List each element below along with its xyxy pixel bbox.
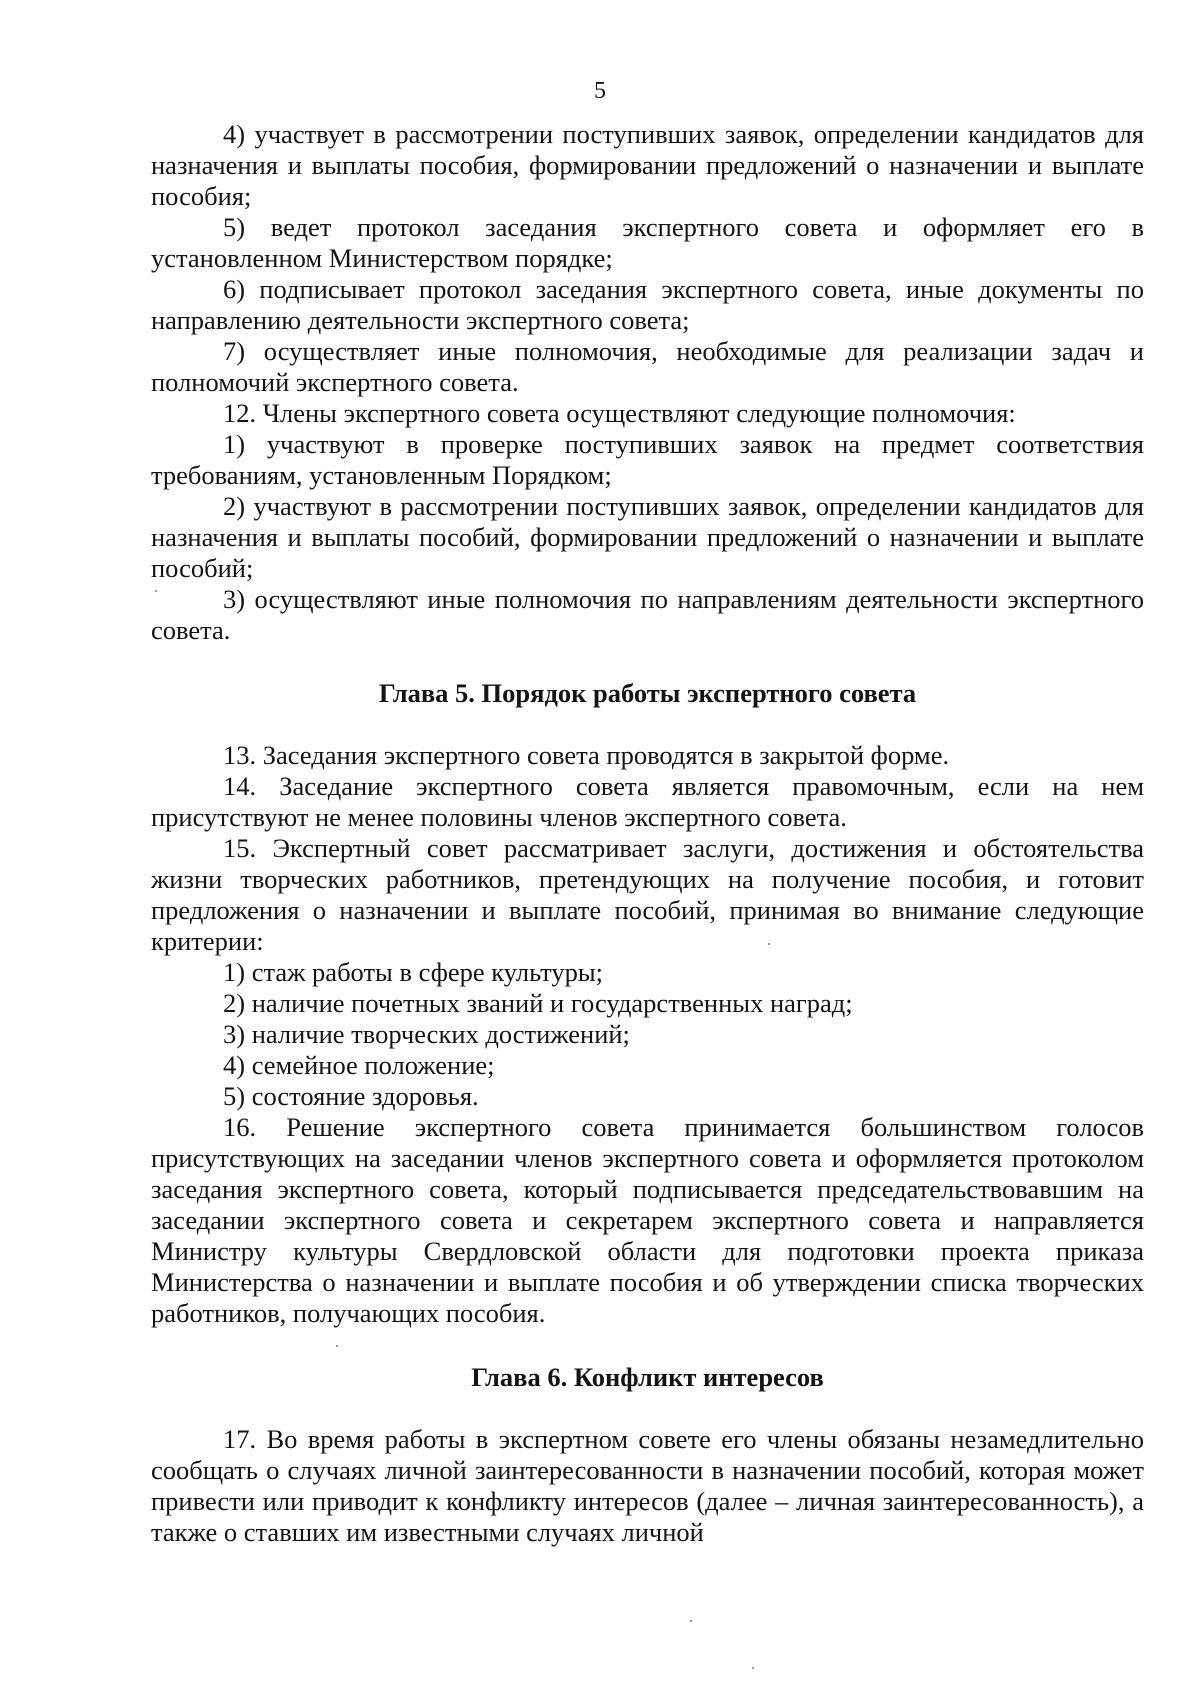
page-number: 5 (594, 78, 606, 104)
list-item: 4) семейное положение; (223, 1050, 495, 1080)
list-item: 2) наличие почетных званий и государственных наград; (223, 988, 853, 1018)
paragraph: 16. Решение экспертного совета принимается большинством голосов присутствующих на заседании членов экспертного совета и оформляется протоколом заседания экспертного совета, который подписывается председательствовавшим на заседании экспертного совета и секретарем экспертного совета и направляется Министру культуры Свердловской области для подготовки проекта приказа Министерства о назначении и выплате пособия и об утверждении списка творческих работников, получающих пособия. (151, 1112, 1144, 1328)
list-item: 3) наличие творческих достижений; (223, 1019, 630, 1049)
scan-speck (336, 1345, 338, 1347)
paragraph: 4) участвует в рассмотрении поступивших заявок, определении кандидатов для назначения и выплаты пособия, формировании предложений о назначении и выплате пособия; (151, 119, 1144, 211)
paragraph: 12. Члены экспертного совета осуществляют следующие полномочия: (223, 398, 1016, 428)
scan-speck (690, 1620, 692, 1622)
scan-speck (155, 590, 157, 592)
list-item: 1) стаж работы в сфере культуры; (223, 957, 604, 987)
paragraph: 2) участвуют в рассмотрении поступивших заявок, определении кандидатов для назначения и выплаты пособий, формировании предложений о назначении и выплате пособий; (151, 491, 1144, 583)
scan-speck (768, 943, 770, 945)
paragraph: 13. Заседания экспертного совета проводятся в закрытой форме. (223, 740, 950, 770)
list-item: 5) состояние здоровья. (223, 1081, 479, 1111)
paragraph: 5) ведет протокол заседания экспертного совета и оформляет его в установленном Министерством порядке; (151, 212, 1144, 273)
chapter-6-heading: Глава 6. Конфликт интересов (471, 1362, 824, 1392)
paragraph: 15. Экспертный совет рассматривает заслуги, достижения и обстоятельства жизни творческих работников, претендующих на получение пособия, и готовит предложения о назначении и выплате пособий, принимая во внимание следующие критерии: (151, 833, 1144, 956)
paragraph: 7) осуществляет иные полномочия, необходимые для реализации задач и полномочий экспертного совета. (151, 336, 1144, 397)
document-body (151, 119, 1144, 1548)
paragraph: 17. Во время работы в экспертном совете его члены обязаны незамедлительно сообщать о случаях личной заинтересованности в назначении пособий, которая может привести или приводит к конфликту интересов (далее – личная заинтересованность), а также о ставших им известными случаях личной (151, 1424, 1144, 1547)
paragraph: 3) осуществляют иные полномочия по направлениям деятельности экспертного совета. (151, 584, 1144, 645)
chapter-5-heading: Глава 5. Порядок работы экспертного совета (378, 678, 917, 708)
scan-speck (752, 1667, 754, 1669)
paragraph: 14. Заседание экспертного совета является правомочным, если на нем присутствуют не менее половины членов экспертного совета. (151, 771, 1144, 832)
paragraph: 1) участвуют в проверке поступивших заявок на предмет соответствия требованиям, установленным Порядком; (151, 429, 1144, 490)
paragraph: 6) подписывает протокол заседания экспертного совета, иные документы по направлению деятельности экспертного совета; (151, 274, 1144, 335)
